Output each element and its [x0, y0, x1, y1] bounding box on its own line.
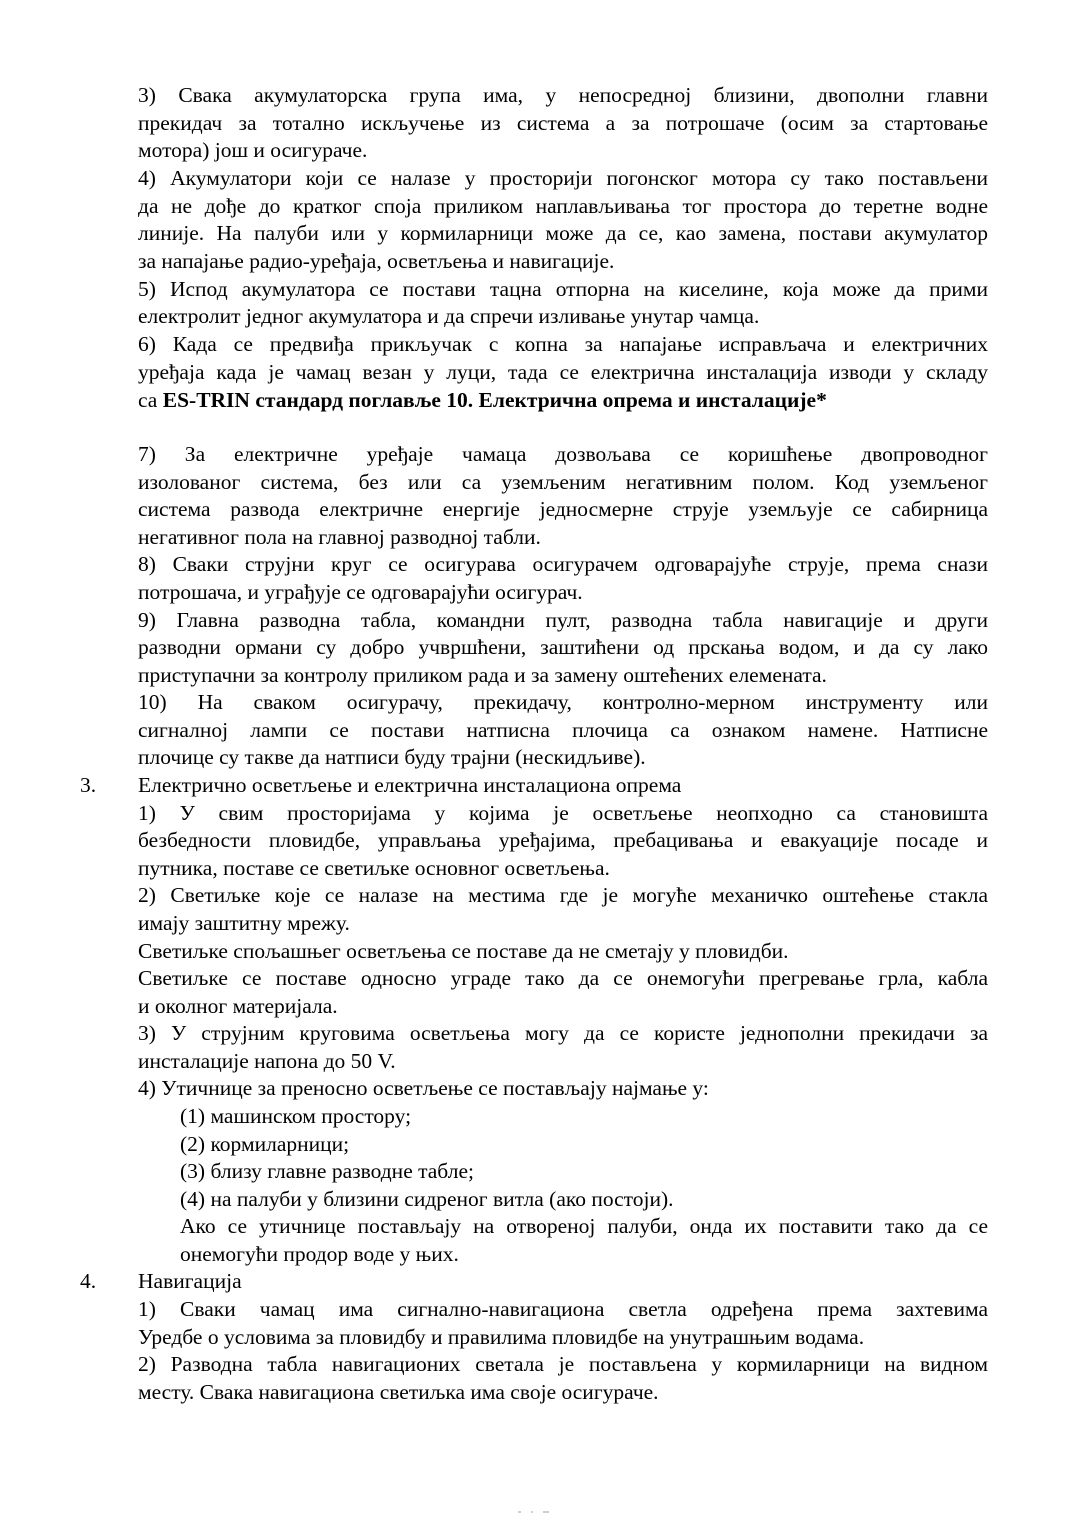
paragraph-8-line-2: потрошача, и уграђује се одговарајући осигурач.: [138, 580, 583, 604]
section-4-number: 4.: [80, 1269, 97, 1293]
section-3-after-line-1: Ако се утичнице постављају на отвореној палуби, онда их поставити тако да се: [180, 1214, 988, 1238]
section-3-line-4: 2) Светиљке које се налазе на местима где је могуће механичко оштећење стакла: [138, 883, 988, 907]
paragraph-9-line-3: приступачни за контролу приликом рада и за замену оштећених елемената.: [138, 663, 827, 687]
paragraph-10-line-3: плочице су такве да натписи буду трајни (нескидљиве).: [138, 745, 646, 769]
section-3-line-5: имају заштитну мрежу.: [138, 911, 350, 935]
paragraph-9-line-2: разводни ормани су добро учвршћени, заштићени од прскања водом, и да су лако: [138, 635, 988, 659]
section-3-title: Електрично осветљење и електрична инсталациона опрема: [138, 773, 682, 797]
section-3-line-2: безбедности пловидбе, управљања уређајима, пребацивања и евакуације посаде и: [138, 828, 988, 852]
section-3-line-7: Светиљке се поставе односно уграде тако да се онемогући прегревање грла, кабла: [138, 966, 988, 990]
paragraph-8-line-1: 8) Сваки струјни круг се осигурава осигурачем одговарајуће струје, према снази: [138, 552, 988, 576]
paragraph-4-line-3: линије. На палуби или у кормиларници може да се, као замена, постави акумулатор: [138, 221, 988, 245]
paragraph-10-line-1: 10) На сваком осигурачу, прекидачу, контролно-мерном инструменту или: [138, 690, 988, 714]
paragraph-5-line-1: 5) Испод акумулатора се постави тацна отпорна на киселине, која може да прими: [138, 277, 988, 301]
section-3-line-3: путника, поставе се светиљке основног осветљења.: [138, 856, 610, 880]
section-4-title: Навигација: [138, 1269, 242, 1293]
paragraph-6-line-2: уређаја када је чамац везан у луци, тада се електрична инсталација изводи у складу: [138, 360, 988, 384]
paragraph-3-line-3: мотора) још и осигураче.: [138, 138, 368, 162]
section-3-line-10: инсталације напона до 50 V.: [138, 1049, 396, 1073]
faint-page-number-mark: [518, 1500, 568, 1502]
sub-item-4: (4) на палуби у близини сидреног витла (ако постоји).: [180, 1187, 674, 1211]
sub-item-1: (1) машинском простору;: [180, 1104, 412, 1128]
section-3-after-line-2: онемогући продор воде у њих.: [180, 1242, 459, 1266]
sub-item-2: (2) кормиларници;: [180, 1132, 350, 1156]
paragraph-6-line-1: 6) Када се предвиђа прикључак с копна за напајање исправљача и електричних: [138, 332, 988, 356]
paragraph-4-line-1: 4) Акумулатори који се налазе у просторији погонског мотора су тако постављени: [138, 166, 988, 190]
paragraph-9-line-1: 9) Главна разводна табла, командни пулт, разводна табла навигације и други: [138, 608, 988, 632]
section-4-line-3: 2) Разводна табла навигационих светала је постављена у кормиларници на видном: [138, 1352, 988, 1376]
section-3-line-1: 1) У свим просторијама у којима је осветљење неопходно са становишта: [138, 801, 988, 825]
paragraph-7-line-2: изолованог система, без или са уземљеним негативним полом. Код уземљеног: [138, 470, 988, 494]
paragraph-7-line-1: 7) За електричне уређаје чамаца дозвољава се коришћење двопроводног: [138, 442, 988, 466]
es-trin-reference: ES-TRIN стандард поглавље 10. Електрична опрема и инсталације*: [162, 388, 827, 412]
section-3-line-8: и околног материјала.: [138, 994, 338, 1018]
paragraph-6-line-3: [138, 387, 827, 415]
section-4-line-2: Уредбе о условима за пловидбу и правилима пловидбе на унутрашњим водама.: [138, 1325, 865, 1349]
paragraph-3-line-1: 3) Свака акумулаторска група има, у непосредној близини, двополни главни: [138, 83, 988, 107]
paragraph-7-line-4: негативног пола на главној разводној табли.: [138, 525, 541, 549]
section-3-number: 3.: [80, 773, 97, 797]
paragraph-5-line-2: електролит једног акумулатора и да спречи изливање унутар чамца.: [138, 304, 760, 328]
section-3-line-9: 3) У струјним круговима осветљења могу да се користе једнополни прекидачи за: [138, 1021, 988, 1045]
sub-item-3: (3) близу главне разводне табле;: [180, 1159, 474, 1183]
paragraph-4-line-2: да не дође до кратког споја приликом наплављивања тог простора до теретне водне: [138, 194, 988, 218]
paragraph-4-line-4: за напајање радио-уређаја, осветљења и навигације.: [138, 249, 615, 273]
paragraph-7-line-3: система развода електричне енергије једносмерне струје уземљује се сабирница: [138, 497, 988, 521]
section-3-line-11: 4) Утичнице за преносно осветљење се постављају најмање у:: [138, 1076, 709, 1100]
paragraph-10-line-2: сигналној лампи се постави натписна плочица са ознаком намене. Натписне: [138, 718, 988, 742]
section-3-line-6: Светиљке спољашњег осветљења се поставе да не сметају у пловидби.: [138, 939, 789, 963]
paragraph-6-prefix: са: [138, 388, 163, 412]
section-4-line-1: 1) Сваки чамац има сигнално-навигациона светла одређена према захтевима: [138, 1297, 988, 1321]
paragraph-3-line-2: прекидач за тотално искључење из система а за потрошаче (осим за стартовање: [138, 111, 988, 135]
section-4-line-4: месту. Свака навигациона светиљка има своје осигураче.: [138, 1380, 659, 1404]
